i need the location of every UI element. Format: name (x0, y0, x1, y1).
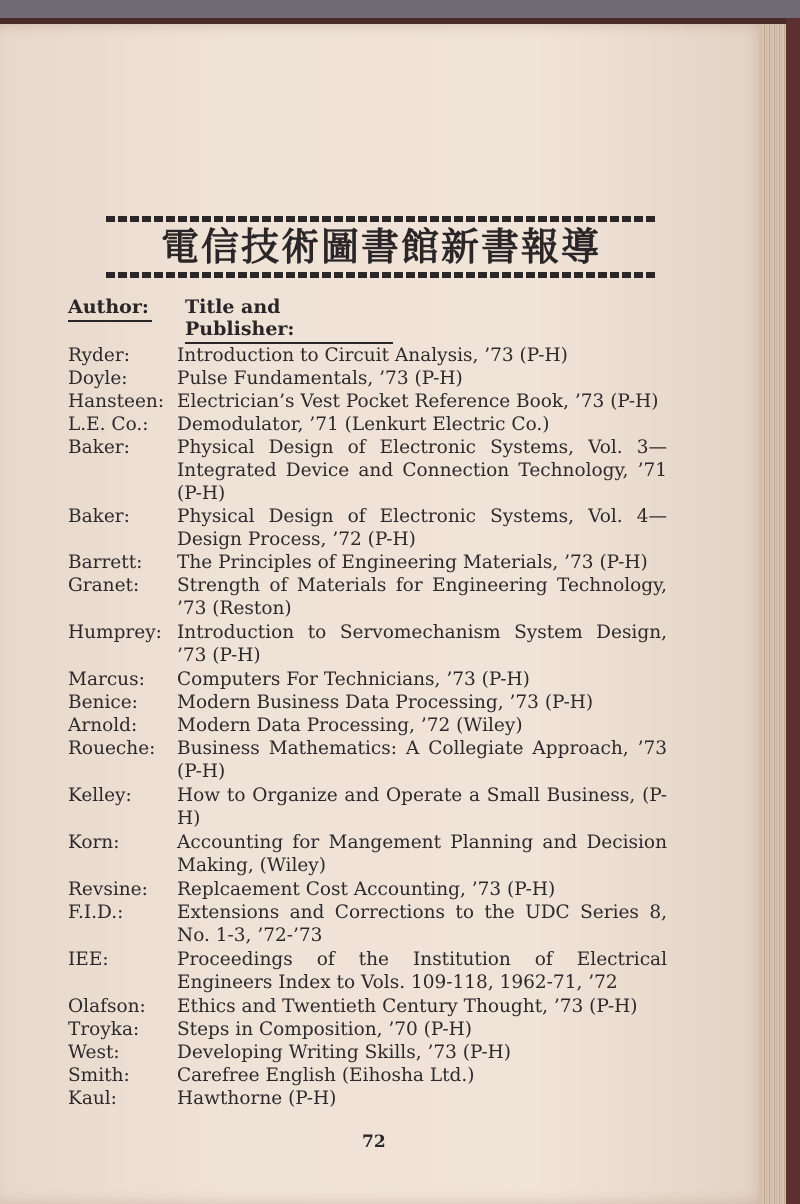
entry-title: Pulse Fundamentals, ’73 (P-H) (177, 368, 463, 389)
entry-title: Ethics and Twentieth Century Thought, ’73 (P-H) (177, 996, 638, 1017)
entry-author: L.E. Co.: (68, 414, 149, 435)
entry-title: Introduction to Circuit Analysis, ’73 (P-H) (177, 345, 568, 366)
entry-author: Doyle: (68, 368, 128, 389)
entry-author: Smith: (68, 1065, 130, 1086)
column-header-author: Author: (68, 296, 152, 322)
entry-author: Ryder: (68, 345, 130, 366)
entry-title: Hawthorne (P-H) (177, 1088, 337, 1109)
entry-title: Introduction to Servomechanism System Design, ’73 (P-H) (177, 622, 667, 666)
entry-title: The Principles of Engineering Materials, ’73 (P-H) (177, 552, 648, 573)
entry-title: Electrician’s Vest Pocket Reference Book, ’73 (P-H) (177, 391, 659, 412)
entry-author: Roueche: (68, 738, 156, 759)
page-number: 72 (362, 1132, 386, 1152)
entry-author: Arnold: (68, 715, 138, 736)
entry-title: Modern Business Data Processing, ’73 (P-H) (177, 692, 594, 713)
entry-author: Baker: (68, 437, 130, 458)
entry-title: Extensions and Corrections to the UDC Series 8, No. 1-3, ’72-’73 (177, 902, 667, 946)
entry-title: Modern Data Processing, ’72 (Wiley) (177, 715, 523, 736)
entry-author: Korn: (68, 832, 120, 853)
entry-author: West: (68, 1042, 120, 1063)
column-header-title: Title and Publisher: (185, 296, 393, 344)
entry-title: Physical Design of Electronic Systems, Vol. 3— Integrated Device and Connection Technology, ’71 (P-H) (177, 437, 667, 504)
entry-author: Granet: (68, 575, 140, 596)
book (0, 18, 800, 1204)
entry-title: Physical Design of Electronic Systems, Vol. 4— Design Process, ’72 (P-H) (177, 506, 667, 550)
entry-title: Demodulator, ’71 (Lenkurt Electric Co.) (177, 414, 550, 435)
book-page (0, 24, 768, 1204)
entry-title: Replcaement Cost Accounting, ’73 (P-H) (177, 879, 556, 900)
entry-title: Steps in Composition, ’70 (P-H) (177, 1019, 472, 1040)
entry-title: Accounting for Mangement Planning and Decision Making, (Wiley) (177, 832, 667, 876)
heading-band (106, 216, 656, 278)
ornament-rule-bottom (106, 272, 656, 278)
entry-author: Marcus: (68, 669, 145, 690)
entry-author: Olafson: (68, 996, 146, 1017)
entry-title: Strength of Materials for Engineering Technology, ’73 (Reston) (177, 575, 667, 619)
ornament-rule-top (106, 216, 656, 222)
entry-author: IEE: (68, 949, 109, 970)
entry-title: Computers For Technicians, ’73 (P-H) (177, 669, 530, 690)
entry-author: Benice: (68, 692, 138, 713)
entry-author: Revsine: (68, 879, 148, 900)
entry-author: Baker: (68, 506, 130, 527)
book-cover-edge (786, 18, 800, 1204)
entry-title: Developing Writing Skills, ’73 (P-H) (177, 1042, 512, 1063)
entry-title: Carefree English (Eihosha Ltd.) (177, 1065, 475, 1086)
page-heading: 電信技術圖書館新書報導 (160, 225, 601, 269)
entry-title: How to Organize and Operate a Small Business, (P-H) (177, 785, 667, 829)
entry-title: Business Mathematics: A Collegiate Approach, ’73 (P-H) (177, 738, 667, 782)
entry-title: Proceedings of the Institution of Electrical Engineers Index to Vols. 109-118, 1962-71, ’72 (177, 949, 667, 993)
entry-author: Humprey: (68, 622, 162, 643)
entry-author: Barrett: (68, 552, 143, 573)
entry-author: Kelley: (68, 785, 132, 806)
entry-author: Kaul: (68, 1088, 117, 1109)
entry-author: Troyka: (68, 1019, 140, 1040)
entry-author: Hansteen: (68, 391, 165, 412)
entry-author: F.I.D.: (68, 902, 124, 923)
